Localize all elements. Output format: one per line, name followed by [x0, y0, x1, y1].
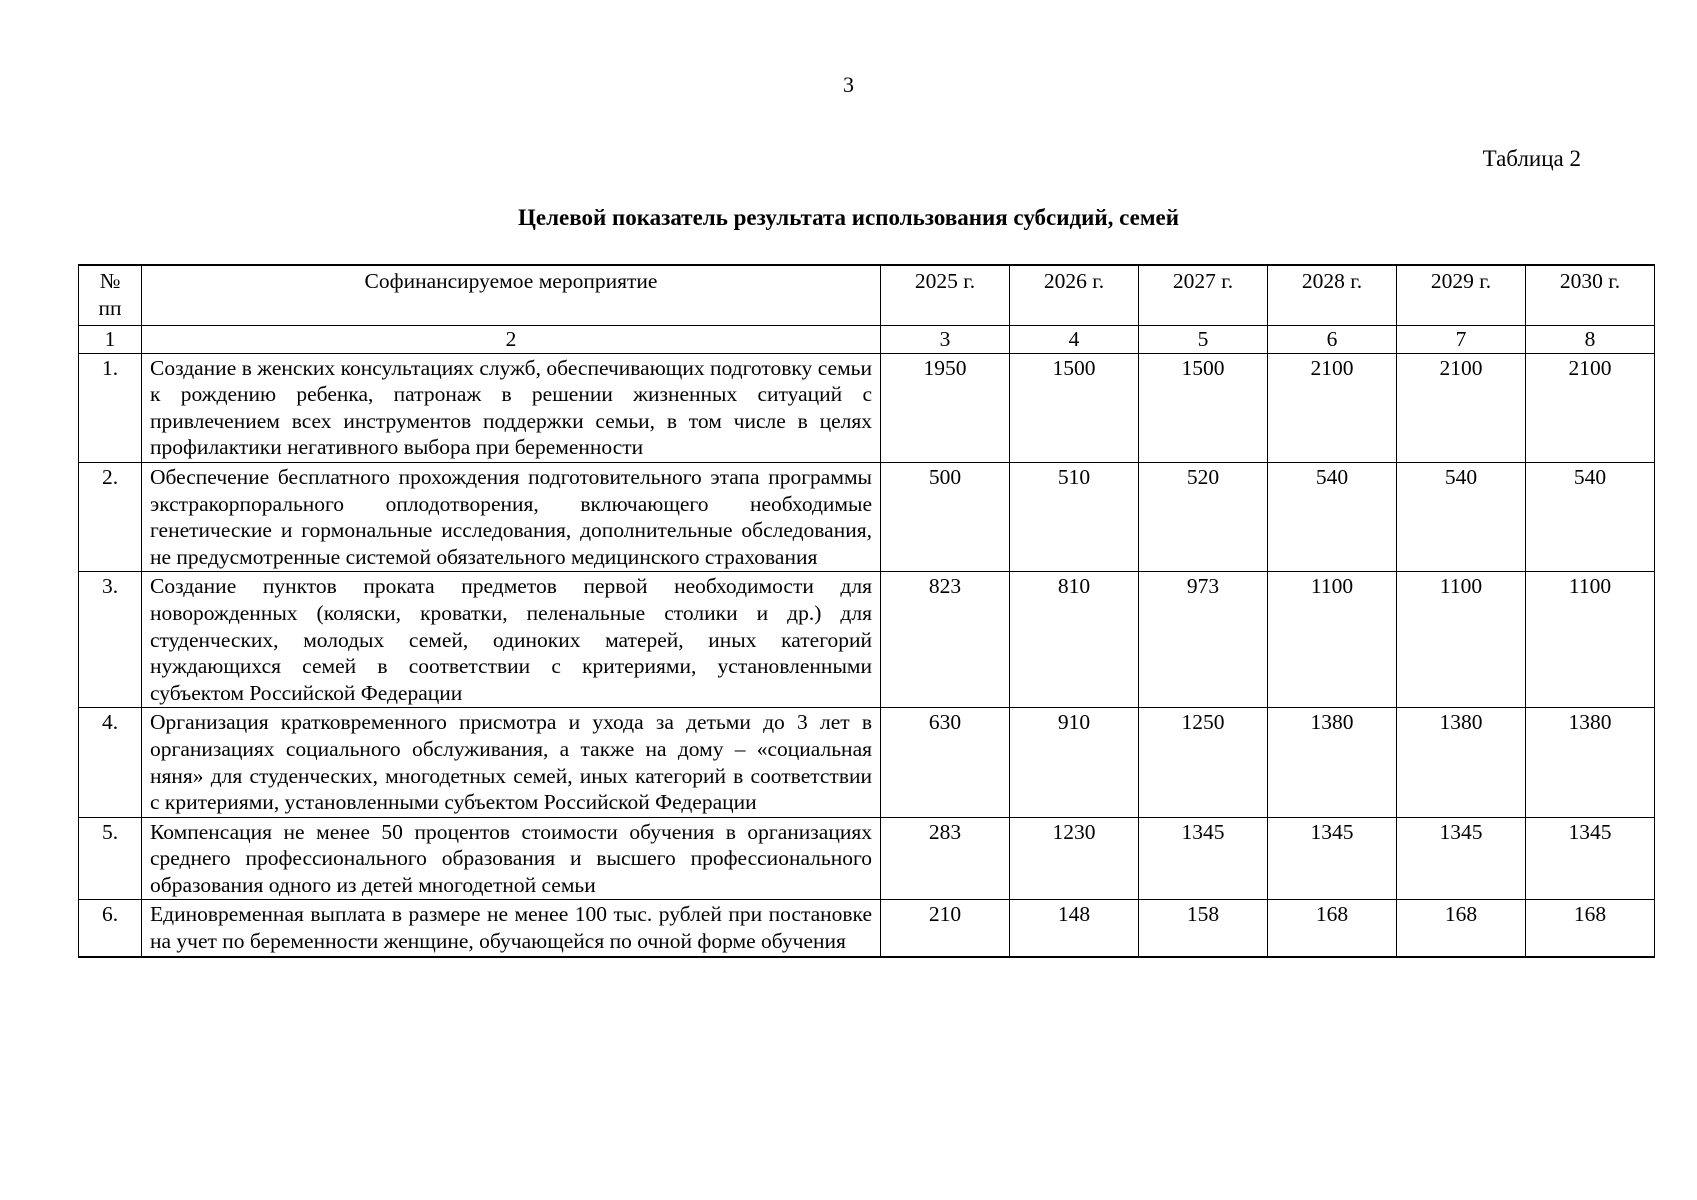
column-header-event: Софинансируемое мероприятие: [142, 265, 881, 326]
year-value: 1380: [1526, 708, 1655, 817]
column-index: 7: [1397, 326, 1526, 354]
column-index: 6: [1268, 326, 1397, 354]
event-description: Обеспечение бесплатного прохождения подготовительного этапа программы экстракорпорального оплодотворения, включающего необходимые генетические и гормональные исследования, дополнительные обследования, не предусмотренные системой обязательного медицинского страхования: [142, 462, 881, 571]
year-value: 823: [881, 572, 1010, 708]
row-number: 4.: [79, 708, 142, 817]
page-number: 3: [843, 72, 854, 97]
year-value: 168: [1397, 900, 1526, 957]
year-value: 1100: [1268, 572, 1397, 708]
year-value: 1380: [1268, 708, 1397, 817]
year-value: 1345: [1268, 817, 1397, 900]
event-description: Создание пунктов проката предметов первой необходимости для новорожденных (коляски, кроватки, пеленальные столики и др.) для студенческих, молодых семей, одиноких матерей, иных категорий нуждающихся семей в соответствии с критериями, установленными субъектом Российской Федерации: [142, 572, 881, 708]
year-value: 168: [1268, 900, 1397, 957]
column-index: 1: [79, 326, 142, 354]
year-value: 540: [1526, 462, 1655, 571]
row-number: 3.: [79, 572, 142, 708]
event-description: Компенсация не менее 50 процентов стоимости обучения в организациях среднего профессионального образования и высшего профессионального образования одного из детей многодетной семьи: [142, 817, 881, 900]
row-number: 1.: [79, 353, 142, 462]
year-value: 810: [1010, 572, 1139, 708]
event-description: Создание в женских консультациях служб, обеспечивающих подготовку семьи к рождению ребенка, патронаж в решении жизненных ситуаций с привлечением всех инструментов поддержки семьи, в том числе в целях профилактики негативного выбора при беременности: [142, 353, 881, 462]
year-value: 1100: [1397, 572, 1526, 708]
row-number: 6.: [79, 900, 142, 957]
year-value: 283: [881, 817, 1010, 900]
column-header-2029: 2029 г.: [1397, 265, 1526, 326]
event-description: Организация кратковременного присмотра и ухода за детьми до 3 лет в организациях социального обслуживания, а также на дому – «социальная няня» для студенческих, многодетных семей, иных категорий в соответствии с критериями, установленными субъектом Российской Федерации: [142, 708, 881, 817]
column-index: 3: [881, 326, 1010, 354]
year-value: 1950: [881, 353, 1010, 462]
column-index: 2: [142, 326, 881, 354]
header-row: [79, 265, 1655, 326]
year-value: 158: [1139, 900, 1268, 957]
row-number: 5.: [79, 817, 142, 900]
year-value: 520: [1139, 462, 1268, 571]
column-header-number: № пп: [79, 265, 142, 326]
year-value: 500: [881, 462, 1010, 571]
year-value: 540: [1268, 462, 1397, 571]
column-header-2030: 2030 г.: [1526, 265, 1655, 326]
year-value: 2100: [1268, 353, 1397, 462]
table-label: Таблица 2: [1482, 146, 1581, 171]
column-header-2025: 2025 г.: [881, 265, 1010, 326]
table-row: [79, 817, 1655, 900]
column-header-2026: 2026 г.: [1010, 265, 1139, 326]
year-value: 1345: [1526, 817, 1655, 900]
table-row: [79, 708, 1655, 817]
year-value: 2100: [1397, 353, 1526, 462]
year-value: 510: [1010, 462, 1139, 571]
row-number: 2.: [79, 462, 142, 571]
target-indicator-table: [78, 264, 1655, 958]
event-description: Единовременная выплата в размере не менее 100 тыс. рублей при постановке на учет по беременности женщине, обучающейся по очной форме обучения: [142, 900, 881, 957]
year-value: 1345: [1139, 817, 1268, 900]
column-index: 8: [1526, 326, 1655, 354]
table-row: [79, 900, 1655, 957]
column-header-2027: 2027 г.: [1139, 265, 1268, 326]
column-index: 4: [1010, 326, 1139, 354]
year-value: 148: [1010, 900, 1139, 957]
year-value: 2100: [1526, 353, 1655, 462]
year-value: 1230: [1010, 817, 1139, 900]
year-value: 540: [1397, 462, 1526, 571]
document-title: Целевой показатель результата использования субсидий, семей: [518, 205, 1179, 230]
year-value: 1250: [1139, 708, 1268, 817]
column-index: 5: [1139, 326, 1268, 354]
year-value: 1380: [1397, 708, 1526, 817]
column-header-2028: 2028 г.: [1268, 265, 1397, 326]
column-index-row: [79, 326, 1655, 354]
year-value: 1100: [1526, 572, 1655, 708]
year-value: 630: [881, 708, 1010, 817]
table-row: [79, 572, 1655, 708]
year-value: 973: [1139, 572, 1268, 708]
year-value: 210: [881, 900, 1010, 957]
year-value: 1500: [1139, 353, 1268, 462]
year-value: 1500: [1010, 353, 1139, 462]
year-value: 1345: [1397, 817, 1526, 900]
year-value: 168: [1526, 900, 1655, 957]
table-row: [79, 353, 1655, 462]
year-value: 910: [1010, 708, 1139, 817]
table-row: [79, 462, 1655, 571]
